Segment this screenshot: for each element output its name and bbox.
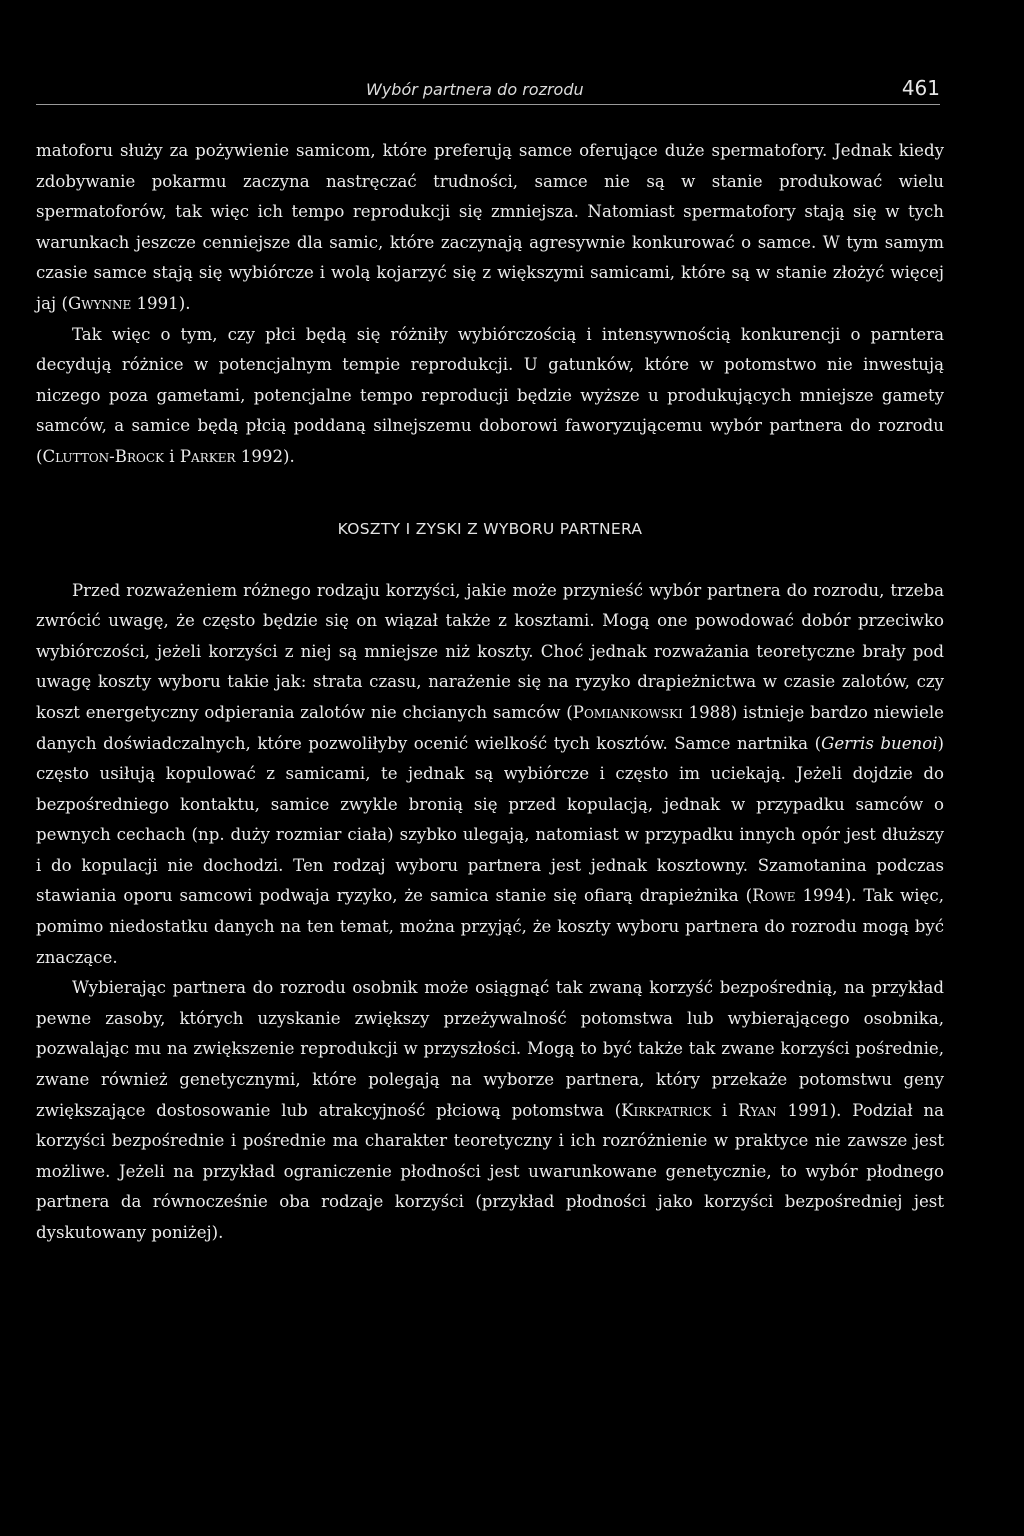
body-text	[36, 136, 944, 1249]
citation-author: Kirkpatrick	[621, 1100, 712, 1120]
species-name: Gerris buenoi	[821, 733, 938, 753]
text-run: i	[711, 1100, 739, 1120]
paragraph-1	[36, 136, 944, 320]
citation-author: Parker	[179, 446, 236, 466]
text-run: matoforu służy za pożywienie samicom, które preferują samce oferujące duże spermatofory. Jednak kiedy zdobywanie pokarmu zaczyna nastręczać trudności, samce nie są w stanie produkować wielu spermatoforów, tak więc ich tempo reprodukcji się zmniejsza. Natomiast spermatofory stają się w tych warunkach jeszcze cenniejsze dla samic, które zaczynają agresywnie konkurować o samce. W tym samym czasie samce stają się wybiórcze i wolą kojarzyć się z większymi samicami, które są w stanie złożyć więcej jaj (	[36, 141, 944, 313]
text-run: 1994). Tak więc, pomimo niedostatku danych na ten temat, można przyjąć, że koszty wyboru partnera do rozrodu mogą być znaczące.	[36, 886, 945, 967]
citation-author: Ryan	[738, 1100, 777, 1120]
text-run: Przed rozważeniem różnego rodzaju korzyści, jakie może przynieść wybór partnera do rozrodu, trzeba zwrócić uwagę, że często będzie się on wiązał także z kosztami. Mogą one powodować dobór przeciwko wybiórczości, jeżeli korzyści z niej są mniejsze niż koszty. Choć jednak rozważania teoretyczne brały pod uwagę koszty wyboru takie jak: strata czasu, narażenie się na ryzyko drapieżnictwa w czasie zalotów, czy koszt energetyczny odpierania zalotów nie chcianych samców (	[36, 580, 944, 722]
citation-author: Clutton-Brock	[42, 446, 164, 466]
section-heading: KOSZTY I ZYSKI Z WYBORU PARTNERA	[337, 519, 643, 538]
paragraph-3	[36, 576, 944, 974]
text-run: i	[164, 446, 180, 466]
citation-author: Gwynne	[67, 293, 132, 313]
text-run: 1988) istnieje bardzo niewiele danych doświadczalnych, które pozwoliłyby ocenić wielkość tych kosztów. Samce nartnika (	[36, 702, 944, 753]
page-number: 461	[901, 76, 940, 100]
text-run: 1992).	[235, 446, 295, 466]
paragraph-4	[36, 973, 944, 1248]
running-title: Wybór partnera do rozrodu	[366, 80, 584, 99]
running-header	[36, 72, 940, 105]
text-run: ) często usiłują kopulować z samicami, te jednak są wybiórcze i często im uciekają. Jeżeli dojdzie do bezpośredniego kontaktu, samice zwykle bronią się przed kopulacją, jednak w przypadku samców o pewnych cechach (np. duży rozmiar ciała) szybko ulegają, natomiast w przypadku innych opór jest dłuższy i do kopulacji nie dochodzi. Ten rodzaj wyboru partnera jest jednak kosztowny. Szamotanina podczas stawiania oporu samcowi podwaja ryzyko, że samica stanie się ofiarą drapieżnika (	[36, 733, 944, 906]
citation-author: Rowe	[752, 886, 796, 906]
paragraph-2	[36, 320, 944, 473]
text-run: 1991). Podział na korzyści bezpośrednie i pośrednie ma charakter teoretyczny i ich rozróżnienie w praktyce nie zawsze jest możliwe. Jeżeli na przykład ograniczenie płodności jest uwarunkowane genetycznie, to wybór płodnego partnera da równocześnie oba rodzaje korzyści (przykład płodności jako korzyści bezpośredniej jest dyskutowany poniżej).	[36, 1100, 945, 1242]
citation-author: Pomiankowski	[572, 702, 683, 722]
text-run: Wybierając partnera do rozrodu osobnik może osiągnąć tak zwaną korzyść bezpośrednią, na przykład pewne zasoby, których uzyskanie zwiększy przeżywalność potomstwa lub wybierającego osobnika, pozwalając mu na zwiększenie reprodukcji w przyszłości. Mogą to być także tak zwane korzyści pośrednie, zwane również genetycznymi, które polegają na wyborze partnera, który przekaże potomstwu geny zwiększające dostosowanie lub atrakcyjność płciową potomstwa (	[36, 978, 944, 1120]
text-run: 1991).	[131, 293, 191, 313]
text-run: Tak więc o tym, czy płci będą się różniły wybiórczością i intensywnością konkurencji o parntera decydują różnice w potencjalnym tempie reprodukcji. U gatunków, które w potomstwo nie inwestują niczego poza gametami, potencjalne tempo reproducji będzie wyższe u produkujących mniejsze gamety samców, a samice będą płcią poddaną silnejszemu doborowi faworyzującemu wybór partnera do rozrodu (	[36, 324, 944, 466]
